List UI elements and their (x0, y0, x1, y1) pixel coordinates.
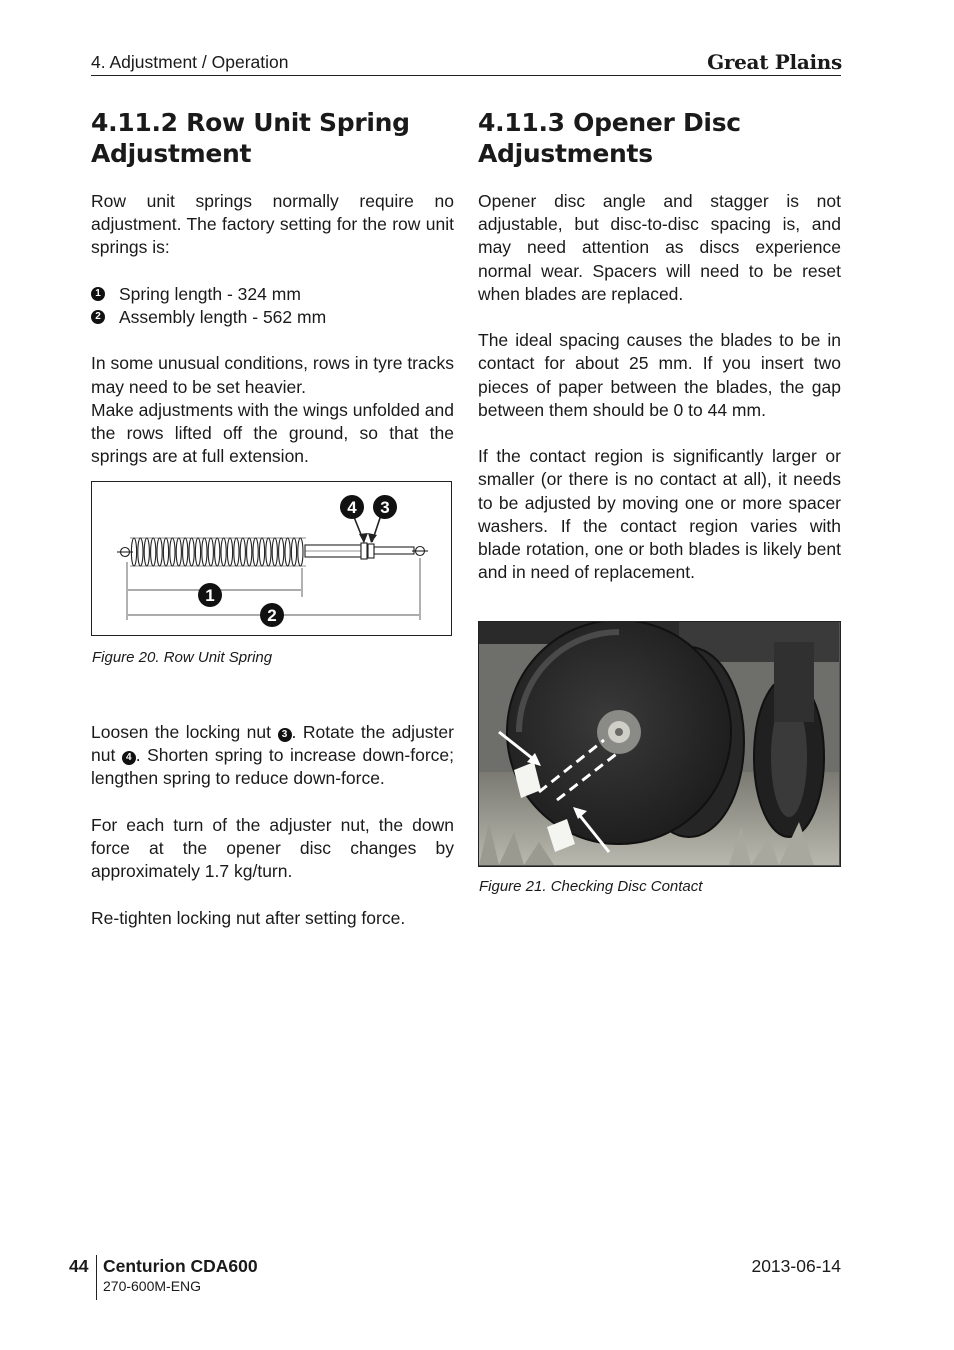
threaded-rod (374, 547, 414, 554)
coil-turn (215, 538, 220, 566)
coil-turn (253, 538, 258, 566)
callout-marker: 1 (91, 287, 105, 301)
footer-model: Centurion CDA600 (103, 1256, 258, 1276)
svg-text:4: 4 (347, 498, 357, 517)
coil-turn (144, 538, 149, 566)
spring-coil (130, 538, 306, 566)
coil-turn (189, 538, 194, 566)
right-column-text (478, 190, 841, 584)
coil-turn (208, 538, 213, 566)
callout-marker: 3 (278, 728, 292, 742)
list-item (91, 306, 454, 329)
coil-turn (183, 538, 188, 566)
callout-4 (340, 495, 364, 519)
callout-2 (260, 603, 284, 627)
callout-3 (373, 495, 397, 519)
figure-21-caption: Figure 21. Checking Disc Contact (479, 878, 703, 895)
coil-turn (259, 538, 264, 566)
coil-turn (234, 538, 239, 566)
footer-document-number: 270-600M-ENG (103, 1278, 202, 1294)
brand-logo: Great Plains (707, 50, 842, 74)
footer-date: 2013-06-14 (751, 1256, 841, 1276)
coil-turn (170, 538, 175, 566)
svg-text:2: 2 (267, 606, 277, 625)
heading-row-unit-spring: 4.11.2 Row Unit Spring Adjustment (91, 108, 410, 168)
header-section-title: 4. Adjustment / Operation (91, 52, 289, 72)
coil-turn (138, 538, 143, 566)
coil-turn (272, 538, 277, 566)
adjuster-nut (361, 543, 367, 559)
callout-1 (198, 583, 222, 607)
svg-text:1: 1 (205, 586, 215, 605)
coil-turn (176, 538, 181, 566)
callout-marker: 2 (91, 310, 105, 324)
coil-turn (227, 538, 232, 566)
footer-divider (96, 1255, 97, 1300)
coil-turn (221, 538, 226, 566)
figure-row-unit-spring (91, 481, 452, 636)
coil-turn (285, 538, 290, 566)
locking-nut (368, 544, 374, 558)
paragraph-down-force: For each turn of the adjuster nut, the down force at the opener disc changes by approximately 1.7 kg/turn. (91, 814, 454, 882)
header-rule (91, 75, 841, 76)
list-item-text: Spring length - 324 mm (119, 283, 301, 304)
paragraph-retighten: Re-tighten locking nut after setting force. (91, 907, 406, 928)
list-item-text: Assembly length - 562 mm (119, 307, 327, 327)
coil-turn (202, 538, 207, 566)
coil-turn (266, 538, 271, 566)
heading-opener-disc: 4.11.3 Opener Disc Adjustments (478, 108, 741, 168)
paragraph-disc-angle: Opener disc angle and stagger is not adjustable, but disc-to-disc spacing is, and may need attention as discs experience normal wear. Spacers will need to be reset when blades are replaced. (478, 191, 841, 304)
paragraph-ideal-spacing: The ideal spacing causes the blades to be in contact for about 25 mm. If you insert two pieces of paper between the blades, the gap between them should be 0 to 44 mm. (478, 330, 841, 420)
coil-turn (151, 538, 156, 566)
paragraph-make-adjustments: Make adjustments with the wings unfolded and the rows lifted off the ground, so that the springs are at full extension. (91, 399, 454, 467)
intro-paragraph: Row unit springs normally require no adjustment. The factory setting for the row unit springs is: (91, 191, 454, 258)
coil-turn (291, 538, 296, 566)
paragraph-tyre-tracks: In some unusual conditions, rows in tyre tracks may need to be set heavier. (91, 353, 454, 397)
left-column-lower (91, 721, 454, 930)
coil-turn (247, 538, 252, 566)
spring-diagram (92, 482, 450, 634)
coil-turn (163, 538, 168, 566)
left-column-upper (91, 190, 454, 468)
coil-turn (195, 538, 200, 566)
callout-marker: 4 (122, 751, 136, 765)
coil-turn (157, 538, 162, 566)
disc-photo (479, 622, 839, 865)
coil-turn (279, 538, 284, 566)
figure-20-caption: Figure 20. Row Unit Spring (92, 649, 273, 666)
paragraph-loosen: Loosen the locking nut 3 . Rotate the adjuster nut 4 . Shorten spring to increase down-force; lengthen spring to reduce down-force. (91, 722, 454, 789)
figure-checking-disc-contact (478, 621, 841, 867)
coil-turn (298, 538, 303, 566)
paragraph-contact-region: If the contact region is significantly larger or smaller (or there is no contact at all), it needs to be adjusted by moving one or more spacer washers. If the contact region varies with blade rotation, one or both blades is likely bent and in need of replacement. (478, 446, 841, 583)
coil-turn (240, 538, 245, 566)
page-number: 44 (69, 1256, 89, 1276)
svg-text:3: 3 (380, 498, 390, 517)
list-item (91, 283, 454, 306)
